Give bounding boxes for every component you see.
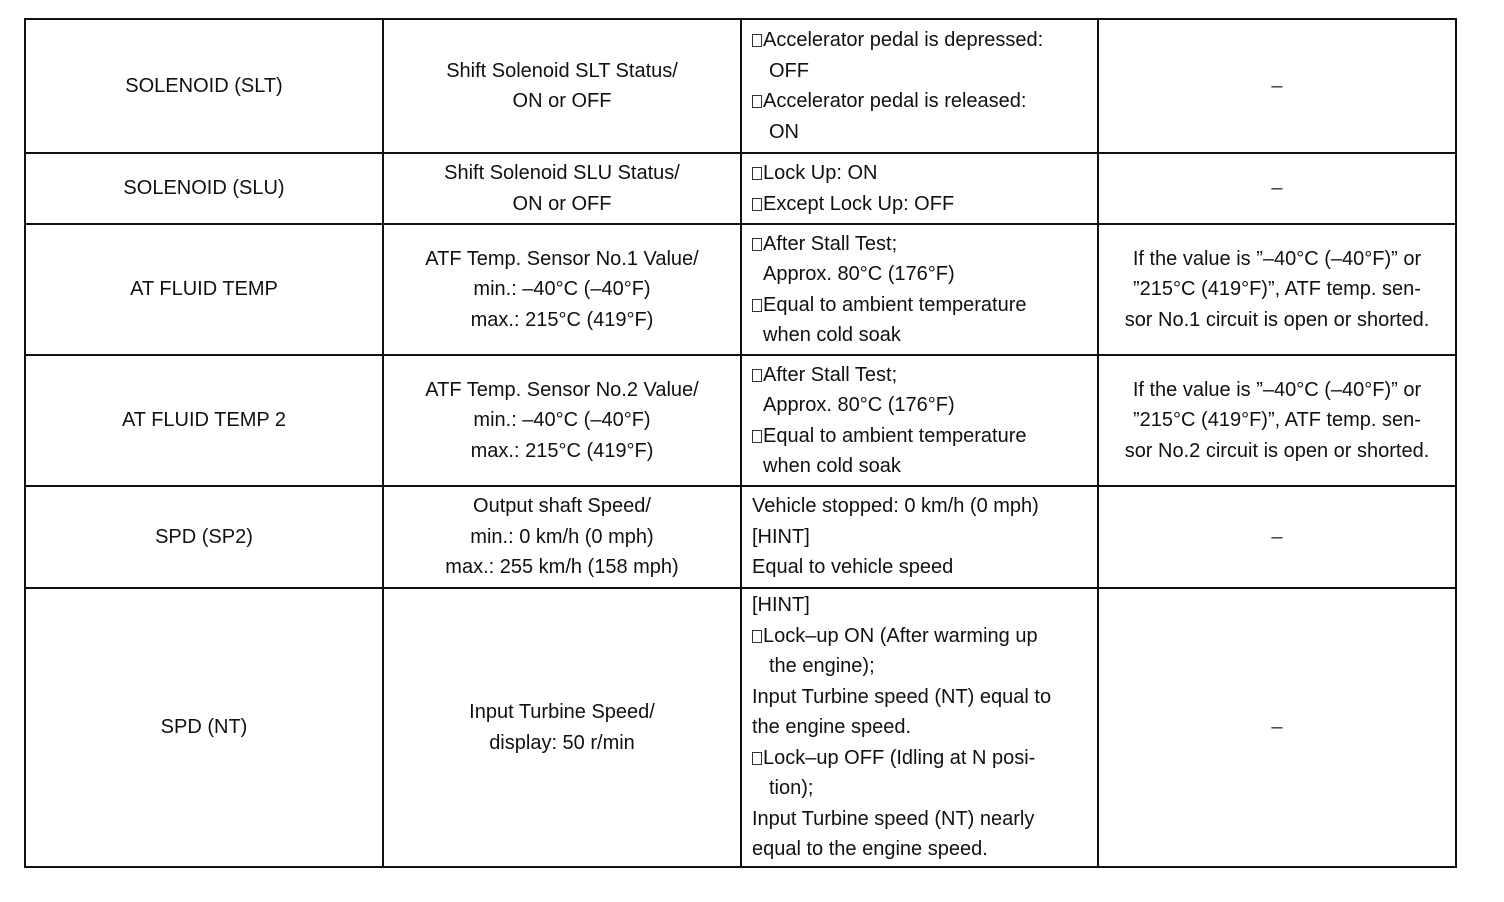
condition-text: when cold soak xyxy=(763,455,901,477)
condition-line xyxy=(752,682,1097,713)
cell-line: min.: 0 km/h (0 mph) xyxy=(470,525,654,548)
measurement-cell xyxy=(383,19,741,153)
item-text: SPD (SP2) xyxy=(155,525,253,548)
condition-line xyxy=(752,86,1097,117)
condition-line xyxy=(752,189,1097,220)
condition-text: Equal to ambient temperature xyxy=(763,424,1027,447)
condition-line xyxy=(752,834,1097,865)
cell-line: min.: –40°C (–40°F) xyxy=(473,409,651,432)
condition-line xyxy=(752,259,1097,290)
condition-line xyxy=(752,25,1097,56)
item-text: SOLENOID (SLT) xyxy=(125,74,283,97)
condition-line xyxy=(752,290,1097,321)
condition-line xyxy=(752,390,1097,421)
measurement-cell xyxy=(383,153,741,224)
cell-line: min.: –40°C (–40°F) xyxy=(473,278,651,301)
condition-text: After Stall Test; xyxy=(763,363,898,386)
condition-cell xyxy=(741,486,1098,588)
condition-line xyxy=(752,229,1097,260)
checkbox-square-icon xyxy=(752,95,762,108)
condition-line xyxy=(752,320,1097,351)
condition-text: OFF xyxy=(769,59,809,82)
checkbox-square-icon xyxy=(752,752,762,765)
condition-text: Approx. 80°C (176°F) xyxy=(763,394,955,416)
condition-text: Equal to vehicle speed xyxy=(752,556,954,579)
condition-text: the engine); xyxy=(769,655,875,678)
cell-line: max.: 215°C (419°F) xyxy=(470,439,654,462)
condition-text: when cold soak xyxy=(763,324,901,346)
condition-text: Approx. 80°C (176°F) xyxy=(763,263,955,285)
condition-text: equal to the engine speed. xyxy=(752,838,988,861)
condition-line xyxy=(752,651,1097,682)
table-row xyxy=(25,588,1456,867)
cell-line: Shift Solenoid SLT Status/ xyxy=(446,59,678,82)
item-cell xyxy=(25,19,383,153)
condition-line xyxy=(752,522,1097,553)
table-row xyxy=(25,153,1456,224)
cell-line: Input Turbine Speed/ xyxy=(469,701,655,723)
cell-line: If the value is ”–40°C (–40°F)” or xyxy=(1132,247,1422,270)
item-text: AT FLUID TEMP 2 xyxy=(121,409,287,432)
cell-line: ON or OFF xyxy=(512,90,612,112)
condition-text: Lock–up OFF (Idling at N posi- xyxy=(763,746,1036,769)
condition-line xyxy=(752,743,1097,774)
condition-line xyxy=(752,491,1097,522)
measurement-cell xyxy=(383,486,741,588)
cell-line: ATF Temp. Sensor No.1 Value/ xyxy=(425,247,699,270)
condition-text: Input Turbine speed (NT) nearly xyxy=(752,807,1035,830)
cell-line: Shift Solenoid SLU Status/ xyxy=(444,162,680,184)
condition-line xyxy=(752,360,1097,391)
condition-text: Vehicle stopped: 0 km/h (0 mph) xyxy=(752,495,1039,518)
item-cell xyxy=(25,588,383,867)
condition-text: Lock–up ON (After warming up xyxy=(763,624,1038,647)
condition-line xyxy=(752,590,1097,621)
condition-text: Accelerator pedal is released: xyxy=(763,90,1027,112)
diagnostic-cell xyxy=(1098,153,1456,224)
cell-line: max.: 215°C (419°F) xyxy=(470,308,654,331)
cell-line: – xyxy=(1271,74,1283,97)
condition-text: tion); xyxy=(769,777,814,800)
condition-line xyxy=(752,117,1097,148)
condition-text: Accelerator pedal is depressed: xyxy=(763,29,1044,51)
condition-text: ON xyxy=(769,120,799,143)
condition-line xyxy=(752,552,1097,583)
condition-text: the engine speed. xyxy=(752,716,912,739)
checkbox-square-icon xyxy=(752,430,762,443)
table-row xyxy=(25,19,1456,153)
cell-line: max.: 255 km/h (158 mph) xyxy=(445,556,679,579)
condition-line xyxy=(752,773,1097,804)
item-text: SOLENOID (SLU) xyxy=(123,177,285,200)
item-cell xyxy=(25,355,383,486)
condition-text: [HINT] xyxy=(752,594,810,617)
table-body xyxy=(25,19,1456,867)
cell-line: ”215°C (419°F)”, ATF temp. sen- xyxy=(1133,278,1421,301)
cell-line: sor No.2 circuit is open or shorted. xyxy=(1124,439,1430,462)
diagnostic-cell xyxy=(1098,588,1456,867)
item-cell xyxy=(25,486,383,588)
cell-line: sor No.1 circuit is open or shorted. xyxy=(1124,308,1430,331)
cell-line: display: 50 r/min xyxy=(489,731,635,754)
measurement-cell xyxy=(383,355,741,486)
condition-line xyxy=(752,56,1097,87)
diagnostic-cell xyxy=(1098,355,1456,486)
condition-line xyxy=(752,158,1097,189)
table-row xyxy=(25,486,1456,588)
condition-text: Input Turbine speed (NT) equal to xyxy=(752,685,1052,708)
condition-line xyxy=(752,451,1097,482)
condition-line xyxy=(752,804,1097,835)
cell-line: ”215°C (419°F)”, ATF temp. sen- xyxy=(1133,409,1421,432)
data-list-table xyxy=(24,18,1457,868)
diagnostic-cell xyxy=(1098,224,1456,355)
cell-line: If the value is ”–40°C (–40°F)” or xyxy=(1132,378,1422,401)
condition-line xyxy=(752,421,1097,452)
checkbox-square-icon xyxy=(752,630,762,643)
item-cell xyxy=(25,224,383,355)
checkbox-square-icon xyxy=(752,34,762,47)
cell-line: – xyxy=(1271,177,1283,200)
table-row xyxy=(25,224,1456,355)
cell-line: ATF Temp. Sensor No.2 Value/ xyxy=(425,378,699,401)
table-row xyxy=(25,355,1456,486)
condition-cell xyxy=(741,224,1098,355)
item-text: SPD (NT) xyxy=(160,716,248,739)
item-text: AT FLUID TEMP xyxy=(130,278,278,301)
condition-cell xyxy=(741,19,1098,153)
item-cell xyxy=(25,153,383,224)
measurement-cell xyxy=(383,224,741,355)
condition-text: [HINT] xyxy=(752,525,810,548)
diagnostic-cell xyxy=(1098,19,1456,153)
measurement-cell xyxy=(383,588,741,867)
condition-text: After Stall Test; xyxy=(763,232,898,255)
condition-cell xyxy=(741,588,1098,867)
checkbox-square-icon xyxy=(752,198,762,211)
condition-text: Except Lock Up: OFF xyxy=(763,192,955,215)
condition-text: Equal to ambient temperature xyxy=(763,293,1027,316)
cell-line: Output shaft Speed/ xyxy=(473,495,651,518)
diagnostic-cell xyxy=(1098,486,1456,588)
checkbox-square-icon xyxy=(752,238,762,251)
checkbox-square-icon xyxy=(752,299,762,312)
condition-line xyxy=(752,621,1097,652)
cell-line: – xyxy=(1271,716,1283,739)
condition-line xyxy=(752,712,1097,743)
cell-line: ON or OFF xyxy=(512,192,612,215)
condition-cell xyxy=(741,153,1098,224)
data-list-table-container xyxy=(24,18,1457,868)
cell-line: – xyxy=(1271,525,1283,548)
checkbox-square-icon xyxy=(752,167,762,180)
condition-cell xyxy=(741,355,1098,486)
checkbox-square-icon xyxy=(752,369,762,382)
condition-text: Lock Up: ON xyxy=(763,162,878,184)
